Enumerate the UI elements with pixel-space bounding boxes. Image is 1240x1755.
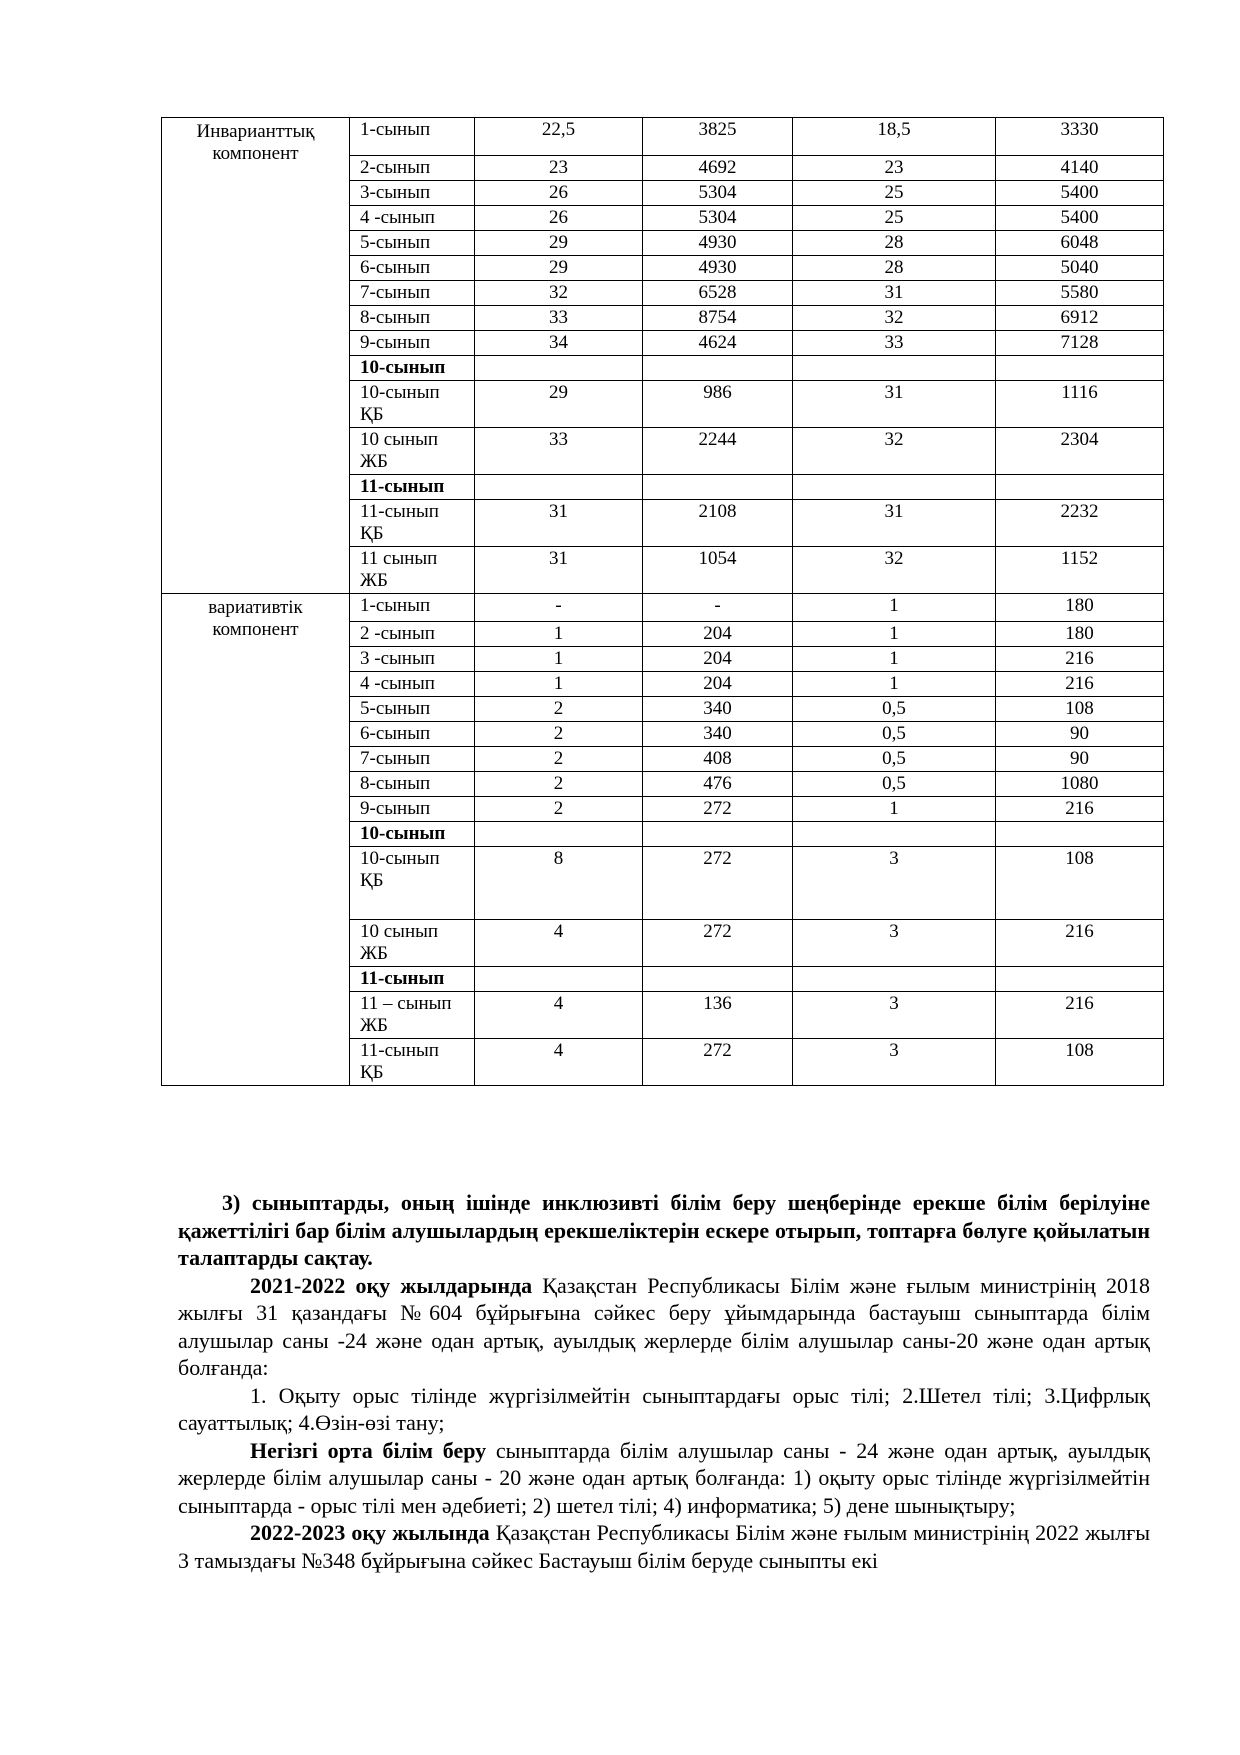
value-cell: 31 xyxy=(793,500,996,547)
value-cell: 1 xyxy=(475,622,643,647)
class-name-cell: 5-сынып xyxy=(350,697,475,722)
value-cell: 2 xyxy=(475,772,643,797)
class-name-cell: 10-сынып xyxy=(350,356,475,381)
component-label: вариативтік компонент xyxy=(162,594,350,1086)
value-cell: 25 xyxy=(793,181,996,206)
value-cell: 26 xyxy=(475,206,643,231)
value-cell: 216 xyxy=(996,992,1164,1039)
class-name-cell: 4 -сынып xyxy=(350,672,475,697)
class-name-cell: 6-сынып xyxy=(350,722,475,747)
value-cell: 0,5 xyxy=(793,697,996,722)
value-cell: 4692 xyxy=(643,156,793,181)
value-cell: 28 xyxy=(793,231,996,256)
value-cell: 180 xyxy=(996,594,1164,622)
value-cell: 2244 xyxy=(643,428,793,475)
value-cell xyxy=(475,356,643,381)
paragraph-lead: Негізгі орта білім беру xyxy=(250,1437,487,1463)
value-cell: 1 xyxy=(793,672,996,697)
value-cell: 28 xyxy=(793,256,996,281)
table-row xyxy=(162,118,1164,156)
section-heading: 3) сыныптарды, оның ішінде инклюзивті білім беру шеңберінде ерекше білім берілуіне қажеттілігі бар білім алушылардың ерекшеліктерін ескере отырып, топтарға бөлуге қойылатын талаптарды сақтау. xyxy=(178,1190,1150,1270)
value-cell xyxy=(793,356,996,381)
value-cell: 3 xyxy=(793,920,996,967)
value-cell: 2 xyxy=(475,747,643,772)
value-cell: 1 xyxy=(475,647,643,672)
value-cell: 5400 xyxy=(996,206,1164,231)
value-cell: 32 xyxy=(475,281,643,306)
value-cell: 33 xyxy=(475,428,643,475)
hours-table xyxy=(161,117,1164,1086)
value-cell: 32 xyxy=(793,547,996,594)
value-cell: 108 xyxy=(996,1039,1164,1086)
value-cell: 31 xyxy=(475,547,643,594)
value-cell xyxy=(793,967,996,992)
value-cell: 216 xyxy=(996,797,1164,822)
value-cell: 7128 xyxy=(996,331,1164,356)
value-cell: 204 xyxy=(643,622,793,647)
value-cell xyxy=(475,475,643,500)
value-cell: 23 xyxy=(793,156,996,181)
value-cell: 272 xyxy=(643,1039,793,1086)
value-cell: 136 xyxy=(643,992,793,1039)
value-cell: 3330 xyxy=(996,118,1164,156)
value-cell: 1 xyxy=(793,647,996,672)
value-cell: 204 xyxy=(643,672,793,697)
value-cell: 1080 xyxy=(996,772,1164,797)
value-cell: 1 xyxy=(475,672,643,697)
value-cell xyxy=(643,822,793,847)
paragraph-subjects: 1. Оқыту орыс тілінде жүргізілмейтін сыныптардағы орыс тілі; 2.Шетел тілі; 3.Цифрлық сауаттылық; 4.Өзін-өзі тану; xyxy=(178,1382,1150,1435)
value-cell: 0,5 xyxy=(793,772,996,797)
value-cell: 5040 xyxy=(996,256,1164,281)
value-cell: 4 xyxy=(475,1039,643,1086)
value-cell: 34 xyxy=(475,331,643,356)
value-cell: 2 xyxy=(475,697,643,722)
class-name-cell: 11 сынып ЖБ xyxy=(350,547,475,594)
value-cell: 272 xyxy=(643,920,793,967)
class-name-cell: 10-сынып ҚБ xyxy=(350,847,475,920)
class-name-cell: 9-сынып xyxy=(350,331,475,356)
table-row xyxy=(162,594,1164,622)
value-cell: 8754 xyxy=(643,306,793,331)
value-cell: 29 xyxy=(475,381,643,428)
value-cell: 2304 xyxy=(996,428,1164,475)
value-cell: 476 xyxy=(643,772,793,797)
value-cell: 1054 xyxy=(643,547,793,594)
value-cell: 108 xyxy=(996,847,1164,920)
value-cell: 8 xyxy=(475,847,643,920)
class-name-cell: 10 сынып ЖБ xyxy=(350,920,475,967)
value-cell: 4140 xyxy=(996,156,1164,181)
value-cell: 32 xyxy=(793,306,996,331)
value-cell: 25 xyxy=(793,206,996,231)
value-cell: 26 xyxy=(475,181,643,206)
value-cell: 2232 xyxy=(996,500,1164,547)
value-cell: 216 xyxy=(996,647,1164,672)
component-label: Инварианттық компонент xyxy=(162,118,350,594)
value-cell: 216 xyxy=(996,920,1164,967)
body-text xyxy=(178,1189,1150,1574)
class-name-cell: 11 – сынып ЖБ xyxy=(350,992,475,1039)
class-name-cell: 11-сынып xyxy=(350,967,475,992)
value-cell: 33 xyxy=(793,331,996,356)
value-cell xyxy=(996,356,1164,381)
value-cell: 1 xyxy=(793,594,996,622)
value-cell: 340 xyxy=(643,697,793,722)
value-cell: 408 xyxy=(643,747,793,772)
value-cell: 6048 xyxy=(996,231,1164,256)
class-name-cell: 6-сынып xyxy=(350,256,475,281)
class-name-cell: 11-сынып xyxy=(350,475,475,500)
value-cell: 204 xyxy=(643,647,793,672)
class-name-cell: 8-сынып xyxy=(350,772,475,797)
class-name-cell: 11-сынып ҚБ xyxy=(350,500,475,547)
class-name-cell: 4 -сынып xyxy=(350,206,475,231)
value-cell: 5304 xyxy=(643,206,793,231)
value-cell: 3 xyxy=(793,1039,996,1086)
value-cell: 2 xyxy=(475,722,643,747)
value-cell xyxy=(793,822,996,847)
class-name-cell: 5-сынып xyxy=(350,231,475,256)
value-cell: 31 xyxy=(793,281,996,306)
value-cell: 1152 xyxy=(996,547,1164,594)
value-cell: 216 xyxy=(996,672,1164,697)
value-cell: 4930 xyxy=(643,256,793,281)
value-cell: 31 xyxy=(793,381,996,428)
paragraph-lead: 2021-2022 оқу жылдарында xyxy=(250,1272,533,1298)
value-cell: 2 xyxy=(475,797,643,822)
value-cell: 5400 xyxy=(996,181,1164,206)
value-cell: 986 xyxy=(643,381,793,428)
class-name-cell: 7-сынып xyxy=(350,281,475,306)
class-name-cell: 2 -сынып xyxy=(350,622,475,647)
class-name-cell: 8-сынып xyxy=(350,306,475,331)
value-cell: 3 xyxy=(793,992,996,1039)
class-name-cell: 1-сынып xyxy=(350,594,475,622)
value-cell: - xyxy=(643,594,793,622)
value-cell: 4 xyxy=(475,920,643,967)
value-cell xyxy=(643,356,793,381)
paragraph-body: Қазақстан Республикасы Білім және ғылым министрінің 2022 жылғы 3 тамыздағы №348 бұйрығына сәйкес Бастауыш білім беруде сыныпты екі xyxy=(178,1520,1150,1573)
value-cell: 108 xyxy=(996,697,1164,722)
value-cell: 33 xyxy=(475,306,643,331)
value-cell: 23 xyxy=(475,156,643,181)
value-cell: 31 xyxy=(475,500,643,547)
value-cell: 272 xyxy=(643,847,793,920)
value-cell: 6912 xyxy=(996,306,1164,331)
class-name-cell: 7-сынып xyxy=(350,747,475,772)
value-cell: 180 xyxy=(996,622,1164,647)
value-cell: 90 xyxy=(996,747,1164,772)
value-cell: 1116 xyxy=(996,381,1164,428)
value-cell: 4 xyxy=(475,992,643,1039)
class-name-cell: 3 -сынып xyxy=(350,647,475,672)
class-name-cell: 9-сынып xyxy=(350,797,475,822)
value-cell: 4624 xyxy=(643,331,793,356)
class-name-cell: 11-сынып ҚБ xyxy=(350,1039,475,1086)
paragraph-2022-2023 xyxy=(178,1519,1150,1574)
value-cell xyxy=(996,822,1164,847)
value-cell xyxy=(996,967,1164,992)
value-cell: - xyxy=(475,594,643,622)
paragraph-body: сыныптарда білім алушылар саны - 24 және одан артық, ауылдық жерлерде білім алушылар саны - 20 және одан артық болғанда: 1) оқыту орыс тілінде жүргізілмейтін сыныптарда - орыс тілі мен әдебиеті; 2) шетел тілі; 4) информатика; 5) дене шынықтыру; xyxy=(178,1437,1150,1518)
value-cell: 18,5 xyxy=(793,118,996,156)
value-cell xyxy=(643,475,793,500)
value-cell: 4930 xyxy=(643,231,793,256)
paragraph-basic-secondary xyxy=(178,1437,1150,1520)
value-cell xyxy=(475,822,643,847)
paragraph-lead: 2022-2023 оқу жылында xyxy=(250,1520,490,1545)
value-cell: 340 xyxy=(643,722,793,747)
value-cell: 0,5 xyxy=(793,747,996,772)
value-cell xyxy=(793,475,996,500)
value-cell xyxy=(475,967,643,992)
value-cell: 0,5 xyxy=(793,722,996,747)
value-cell: 6528 xyxy=(643,281,793,306)
hours-table-body xyxy=(162,118,1164,1086)
value-cell: 272 xyxy=(643,797,793,822)
class-name-cell: 2-сынып xyxy=(350,156,475,181)
value-cell: 1 xyxy=(793,622,996,647)
value-cell: 3825 xyxy=(643,118,793,156)
value-cell: 3 xyxy=(793,847,996,920)
value-cell: 5304 xyxy=(643,181,793,206)
class-name-cell: 10-сынып ҚБ xyxy=(350,381,475,428)
value-cell xyxy=(996,475,1164,500)
value-cell: 22,5 xyxy=(475,118,643,156)
class-name-cell: 3-сынып xyxy=(350,181,475,206)
class-name-cell: 10-сынып xyxy=(350,822,475,847)
value-cell xyxy=(643,967,793,992)
value-cell: 5580 xyxy=(996,281,1164,306)
value-cell: 32 xyxy=(793,428,996,475)
paragraph-2021-2022 xyxy=(178,1272,1150,1382)
value-cell: 29 xyxy=(475,256,643,281)
value-cell: 2108 xyxy=(643,500,793,547)
value-cell: 29 xyxy=(475,231,643,256)
class-name-cell: 1-сынып xyxy=(350,118,475,156)
value-cell: 90 xyxy=(996,722,1164,747)
paragraph-body: Қазақстан Республикасы Білім және ғылым министрінің 2018 жылғы 31 қазандағы №604 бұйрығына сәйкес беру ұйымдарында бастауыш сыныптарда білім алушылар саны -24 және одан артық, ауылдық жерлерде білім алушылар саны-20 және одан артық болғанда: xyxy=(178,1272,1150,1380)
value-cell: 1 xyxy=(793,797,996,822)
class-name-cell: 10 сынып ЖБ xyxy=(350,428,475,475)
